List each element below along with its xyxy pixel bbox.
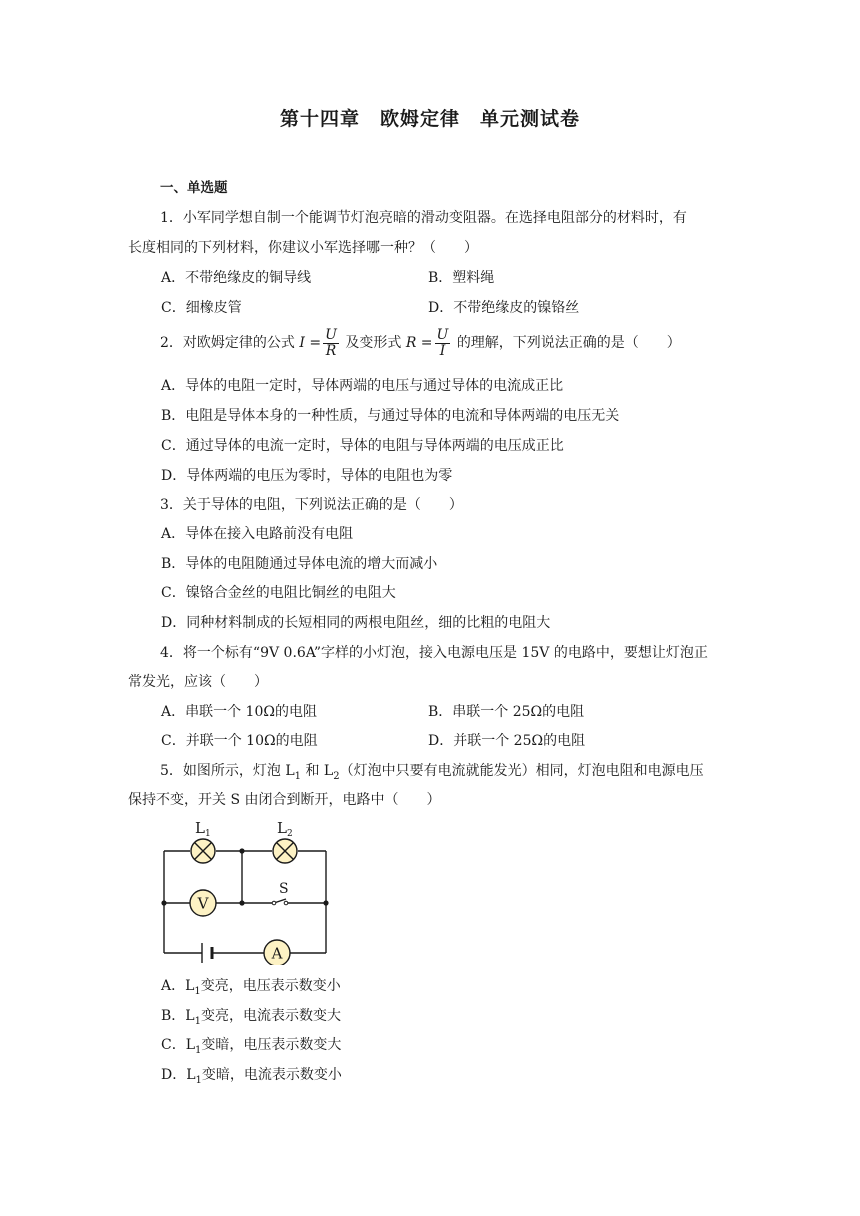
q3-option-d: D．同种材料制成的长短相同的两根电阻丝，细的比粗的电阻大 (161, 615, 551, 631)
q2-option-c: C．通过导体的电流一定时，导体的电阻与导体两端的电压成正比 (161, 438, 564, 454)
section-heading: 一、单选题 (160, 180, 228, 196)
lamp-2-label: $L_2$ (277, 819, 293, 839)
question-1-line-1: 1．小军同学想自制一个能调节灯泡亮暗的滑动变阻器。在选择电阻部分的材料时，有 (160, 210, 687, 226)
ammeter-label: A (271, 944, 283, 963)
q3-option-c: C．镍铬合金丝的电阻比铜丝的电阻大 (161, 585, 396, 601)
q2-option-b: B．电阻是导体本身的一种性质，与通过导体的电流和导体两端的电压无关 (161, 408, 620, 424)
q3-option-b: B．导体的电阻随通过导体电流的增大而减小 (161, 556, 438, 572)
q5-option-a: A．$L_1$变亮，电压表示数变小 (161, 978, 341, 997)
q1-option-d: D．不带绝缘皮的镍铬丝 (428, 300, 580, 316)
question-4-line-1: 4．将一个标有“9V 0.6A”字样的小灯泡，接入电源电压是 15V 的电路中，要想让灯泡正 (160, 645, 708, 661)
q2-option-d: D．导体两端的电压为零时，导体的电阻也为零 (161, 468, 453, 484)
q1-option-a: A．不带绝缘皮的铜导线 (161, 270, 312, 286)
question-2-stem (160, 326, 681, 360)
q2-formula-1-denominator: R (325, 342, 337, 359)
q2-formula-1-fraction (323, 328, 339, 359)
q4-option-d: D．并联一个 25Ω的电阻 (428, 733, 586, 749)
junction-dot (239, 900, 244, 905)
q5-option-c: C．$L_1$变暗，电压表示数变大 (161, 1037, 342, 1056)
junction-dot (161, 900, 166, 905)
page-title: 第十四章 欧姆定律 单元测试卷 (279, 108, 580, 130)
lamp-1-icon (191, 839, 215, 863)
q2-suffix: 的理解，下列说法正确的是（ ） (456, 335, 681, 351)
q2-prefix: 2．对欧姆定律的公式 (160, 335, 295, 351)
question-3-stem: 3．关于导体的电阻，下列说法正确的是（ ） (160, 497, 463, 513)
q2-formula-2-fraction (435, 328, 451, 359)
q2-formula-2-denominator: I (439, 342, 446, 359)
battery-icon (202, 943, 212, 963)
switch-contact-right (284, 901, 288, 905)
q5-text-c: （灯泡中只要有电流就能发光）相同，灯泡电阻和电源电压 (339, 763, 704, 779)
q1-option-b: B．塑料绳 (428, 270, 495, 286)
question-1-line-2: 长度相同的下列材料，你建议小军选择哪一种？（ ） (128, 240, 478, 256)
q5-option-b: B．$L_1$变亮，电流表示数变大 (161, 1008, 341, 1027)
q5-text-b: 和 L (301, 763, 334, 779)
q2-option-a: A．导体的电阻一定时，导体两端的电压与通过导体的电流成正比 (161, 378, 564, 394)
q4-option-c: C．并联一个 10Ω的电阻 (161, 733, 318, 749)
q3-option-a: A．导体在接入电路前没有电阻 (161, 526, 354, 542)
q2-formula-2-numerator: U (436, 326, 449, 343)
junction-dot (239, 848, 244, 853)
lamp-1-label: $L_1$ (195, 819, 211, 839)
circuit-diagram (150, 815, 340, 965)
question-4-line-2: 常发光，应该（ ） (128, 674, 268, 690)
q5-text-a: 5．如图所示，灯泡 L (160, 763, 295, 779)
lamp-2-icon (273, 839, 297, 863)
q2-formula-1-numerator: U (325, 326, 337, 343)
question-5-line-2: 保持不变，开关 S 由闭合到断开，电路中（ ） (128, 792, 441, 808)
voltmeter-label: V (197, 894, 209, 913)
q5-option-d: D．$L_1$变暗，电流表示数变小 (161, 1067, 342, 1086)
q2-formula-2-lhs: R = (405, 335, 433, 351)
junction-dot (323, 900, 328, 905)
q1-option-c: C．细橡皮管 (161, 300, 242, 316)
question-5-line-1 (160, 761, 704, 787)
switch-contact-left (272, 901, 276, 905)
q5-sub-1: 1 (294, 770, 302, 782)
q5-sub-2: 2 (333, 770, 340, 782)
q4-option-a: A．串联一个 10Ω的电阻 (161, 704, 317, 720)
q2-middle: 及变形式 (345, 335, 402, 351)
q2-formula-1-lhs: I = (299, 335, 322, 351)
switch-label: S (279, 881, 289, 897)
q4-option-b: B．串联一个 25Ω的电阻 (428, 704, 585, 720)
